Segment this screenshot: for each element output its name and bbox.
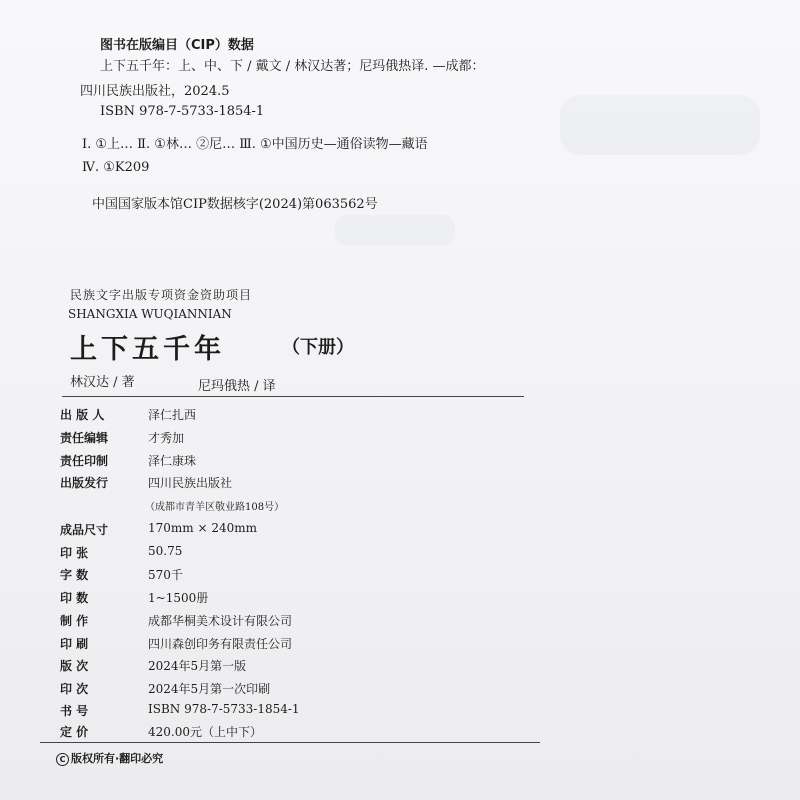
cip-line: 四川民族出版社，2024.5 — [80, 84, 230, 99]
colophon-value: ISBN 978-7-5733-1854-1 — [148, 702, 300, 716]
volume-label: （下册） — [282, 337, 354, 358]
bleed-through-shadow — [335, 215, 455, 245]
funding-project: 民族文字出版专项资金资助项目 — [70, 288, 253, 302]
colophon-label: 成品尺寸 — [60, 523, 109, 537]
translator-credit: 尼玛俄热 / 译 — [198, 379, 276, 394]
colophon-value: 泽仁康珠 — [148, 454, 197, 468]
colophon-label: 印 张 — [60, 546, 89, 560]
copyright-notice — [56, 750, 163, 766]
colophon-label: 出 版 人 — [60, 408, 105, 422]
colophon-label: 字 数 — [60, 568, 89, 582]
copyright-text: 版权所有·翻印必究 — [71, 752, 164, 765]
cip-line: Ⅰ. ①上… Ⅱ. ①林… ②尼… Ⅲ. ①中国历史—通俗读物—藏语 — [82, 137, 428, 152]
book-title: 上下五千年 — [70, 334, 225, 365]
cip-heading: 图书在版编目（CIP）数据 — [100, 38, 254, 53]
copyright-icon: C — [56, 753, 69, 766]
colophon-value: 420.00元（上中下） — [148, 725, 262, 739]
colophon-value: 1~1500册 — [148, 591, 209, 605]
colophon-value: 四川民族出版社 — [148, 476, 233, 490]
colophon-value: 成都华桐美术设计有限公司 — [148, 614, 293, 628]
colophon-label: 印 数 — [60, 591, 89, 605]
colophon-value: 570千 — [148, 568, 183, 582]
colophon-value: 2024年5月第一版 — [148, 659, 247, 673]
divider — [62, 396, 524, 397]
colophon-label: 版 次 — [60, 659, 89, 673]
cip-line: Ⅳ. ①K209 — [82, 160, 150, 175]
colophon-label: 责任编辑 — [60, 431, 109, 445]
colophon-value: 50.75 — [148, 544, 183, 558]
publisher-address: （成都市青羊区敬业路108号） — [145, 502, 285, 513]
colophon-value: 泽仁扎西 — [148, 408, 197, 422]
colophon-label: 制 作 — [60, 614, 89, 628]
divider — [40, 742, 540, 743]
colophon-label: 定 价 — [60, 725, 89, 739]
colophon-value: 170mm × 240mm — [148, 521, 258, 535]
cip-line: 上下五千年：上、中、下 / 戴文 / 林汉达著；尼玛俄热译. —成都： — [100, 59, 485, 74]
colophon-value: 才秀加 — [148, 431, 185, 445]
colophon-label: 书 号 — [60, 704, 89, 718]
colophon-label: 责任印制 — [60, 454, 109, 468]
cip-line: ISBN 978-7-5733-1854-1 — [100, 104, 265, 119]
title-pinyin: SHANGXIA WUQIANNIAN — [68, 307, 232, 321]
colophon-label: 印 次 — [60, 682, 89, 696]
author-credit: 林汉达 / 著 — [70, 375, 135, 390]
colophon-label: 印 刷 — [60, 637, 89, 651]
bleed-through-shadow — [560, 95, 760, 155]
colophon-value: 2024年5月第一次印刷 — [148, 682, 271, 696]
colophon-value: 四川森创印务有限责任公司 — [148, 637, 293, 651]
colophon-label: 出版发行 — [60, 476, 109, 490]
cip-line: 中国国家版本馆CIP数据核字(2024)第063562号 — [92, 197, 378, 212]
